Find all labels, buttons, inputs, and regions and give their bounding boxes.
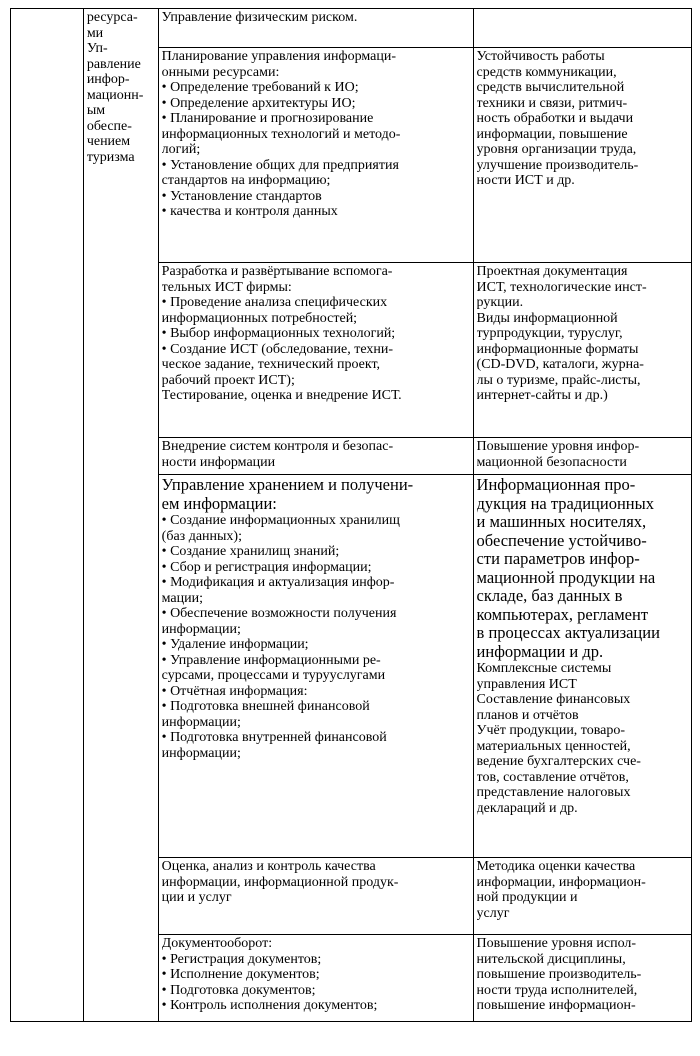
section-label-line: Уп- bbox=[86, 41, 108, 56]
section-label-line: мационн- bbox=[86, 87, 144, 103]
result-line: деклараций и др. bbox=[476, 800, 578, 816]
task-line: • Управление информационными ре- bbox=[161, 652, 381, 668]
result-line: Виды информационной bbox=[476, 310, 618, 326]
task-line: • Модификация и актуализация инфор- bbox=[161, 575, 395, 590]
result-line: услуг bbox=[476, 905, 510, 921]
task-line: сурсами, процессами и турууслугами bbox=[161, 668, 386, 683]
result-line: информации, повышение bbox=[476, 126, 628, 142]
result-heading-line: Информационная про- bbox=[476, 476, 636, 494]
result-line: Повышение уровня инфор- bbox=[476, 439, 640, 454]
task-cell bbox=[158, 935, 473, 1022]
result-heading-line: обеспечение устойчиво- bbox=[476, 531, 647, 550]
task-line: • Регистрация документов; bbox=[161, 951, 322, 967]
section-label-line: равление bbox=[86, 56, 141, 72]
task-line: Документооборот: bbox=[161, 936, 273, 951]
result-line: средств коммуникации, bbox=[476, 64, 617, 80]
result-line: рукции. bbox=[476, 295, 524, 310]
task-line: ции и услуг bbox=[161, 890, 232, 905]
section-label-line: обеспе- bbox=[86, 118, 132, 134]
result-cell bbox=[473, 858, 691, 935]
result-line: ИСТ, технологические инст- bbox=[476, 279, 647, 295]
result-line: ведение бухгалтерских сче- bbox=[476, 754, 641, 769]
result-line: турпродукции, туруслуг, bbox=[476, 326, 623, 341]
result-line: Повышение уровня испол- bbox=[476, 936, 637, 951]
result-line: ности труда исполнителей, bbox=[476, 982, 638, 998]
result-line: Проектная документация bbox=[476, 264, 628, 279]
task-line: • Подготовка внутренней финансовой bbox=[161, 730, 387, 745]
task-line: • Создание хранилищ знаний; bbox=[161, 544, 340, 559]
result-line: (CD-DVD, каталоги, журна- bbox=[476, 357, 644, 372]
result-line: Методика оценки качества bbox=[476, 859, 636, 874]
task-line: • Исполнение документов; bbox=[161, 967, 320, 982]
result-line: Учёт продукции, товаро- bbox=[476, 723, 626, 738]
task-line: информации; bbox=[161, 745, 241, 761]
result-heading-line: сти параметров инфор- bbox=[476, 550, 640, 568]
section-label-line: чением bbox=[86, 134, 131, 149]
result-heading-line: и машинных носителях, bbox=[476, 513, 647, 531]
task-line: Тестирование, оценка и внедрение ИСТ. bbox=[161, 388, 402, 403]
result-cell bbox=[473, 48, 691, 263]
task-line: • Обеспечение возможности получения bbox=[161, 606, 397, 621]
result-heading-line: компьютерах, регламент bbox=[476, 605, 649, 624]
task-line: информационных технологий и методо- bbox=[161, 126, 401, 142]
task-line: • Удаление информации; bbox=[161, 637, 309, 652]
result-line: Составление финансовых bbox=[476, 692, 631, 707]
result-line: ность обработки и выдачи bbox=[476, 111, 634, 126]
task-line: • Проведение анализа специфических bbox=[161, 295, 388, 310]
task-line: • Отчётная информация: bbox=[161, 683, 308, 699]
result-line: повышение информацион- bbox=[476, 998, 636, 1013]
result-line: повышение производитель- bbox=[476, 967, 642, 982]
task-line: Внедрение систем контроля и безопас- bbox=[161, 439, 394, 454]
result-line: интернет-сайты и др.) bbox=[476, 388, 608, 403]
result-heading-line: мационной продукции на bbox=[476, 568, 656, 587]
task-line: • Определение требований к ИО; bbox=[161, 80, 359, 95]
result-cell bbox=[473, 9, 691, 48]
task-line: логий; bbox=[161, 142, 201, 157]
task-line: рабочий проект ИСТ); bbox=[161, 372, 295, 388]
section-label-line: туризма bbox=[86, 149, 135, 165]
task-line: информации, информационной продук- bbox=[161, 874, 399, 890]
section-label-line: ым bbox=[86, 103, 106, 118]
result-line: управления ИСТ bbox=[476, 676, 577, 692]
task-line: мации; bbox=[161, 590, 204, 606]
task-line: • Сбор и регистрация информации; bbox=[161, 559, 372, 575]
result-line: мационной безопасности bbox=[476, 454, 627, 470]
result-line: информации, информацион- bbox=[476, 874, 646, 890]
result-cell bbox=[473, 935, 691, 1022]
task-cell bbox=[158, 263, 473, 438]
result-line: информационные форматы bbox=[476, 341, 639, 357]
result-line: материальных ценностей, bbox=[476, 738, 631, 754]
result-line: Устойчивость работы bbox=[476, 49, 605, 64]
result-heading-line: в процессах актуализации bbox=[476, 624, 660, 642]
task-cell bbox=[158, 858, 473, 935]
task-line: стандартов на информацию; bbox=[161, 173, 331, 188]
result-heading-line: складе, баз данных в bbox=[476, 587, 623, 605]
task-line: • Подготовка внешней финансовой bbox=[161, 699, 370, 714]
result-heading-line: информации и др. bbox=[476, 642, 604, 661]
content-table bbox=[10, 8, 692, 1022]
task-line: Планирование управления информаци- bbox=[161, 49, 397, 64]
task-line: ческое задание, технический проект, bbox=[161, 357, 381, 372]
result-line: средств вычислительной bbox=[476, 80, 625, 95]
task-line: • Создание ИСТ (обследование, техни- bbox=[161, 341, 393, 357]
result-line: техники и связи, ритмич- bbox=[476, 95, 628, 111]
task-line: Оценка, анализ и контроль качества bbox=[161, 859, 376, 874]
task-line: информационных потребностей; bbox=[161, 310, 358, 326]
task-line: • Выбор информационных технологий; bbox=[161, 326, 396, 341]
result-line: ности ИСТ и др. bbox=[476, 173, 575, 188]
result-line: представление налоговых bbox=[476, 785, 631, 800]
task-line: • качества и контроля данных bbox=[161, 204, 338, 219]
task-line: онными ресурсами: bbox=[161, 64, 280, 80]
task-cell bbox=[158, 475, 473, 858]
result-cell bbox=[473, 475, 691, 858]
section-label-cell bbox=[83, 9, 158, 1022]
task-cell bbox=[158, 48, 473, 263]
task-line: информации; bbox=[161, 714, 241, 730]
result-line: ной продукции и bbox=[476, 890, 578, 905]
task-heading-line: ем информации: bbox=[161, 494, 277, 513]
task-cell bbox=[158, 9, 473, 48]
result-line: нительской дисциплины, bbox=[476, 951, 626, 967]
table-row bbox=[11, 9, 692, 48]
task-line: тельных ИСТ фирмы: bbox=[161, 279, 292, 295]
task-line: информации; bbox=[161, 621, 241, 637]
result-cell bbox=[473, 263, 691, 438]
left-blank-column bbox=[11, 9, 84, 1022]
result-line: уровня организации труда, bbox=[476, 142, 637, 157]
result-cell bbox=[473, 438, 691, 475]
task-line: • Установление общих для предприятия bbox=[161, 157, 399, 173]
task-line: • Создание информационных хранилищ bbox=[161, 513, 400, 528]
task-line: ности информации bbox=[161, 454, 276, 470]
task-line: • Установление стандартов bbox=[161, 188, 322, 204]
task-line: • Определение архитектуры ИО; bbox=[161, 95, 356, 111]
result-line: планов и отчётов bbox=[476, 707, 579, 723]
result-line: лы о туризме, прайс-листы, bbox=[476, 372, 641, 388]
section-label-line: инфор- bbox=[86, 72, 130, 87]
section-label-line: ми bbox=[86, 25, 104, 41]
task-line: • Планирование и прогнозирование bbox=[161, 111, 374, 126]
task-line: Управление физическим риском. bbox=[161, 10, 358, 25]
result-line: Комплексные системы bbox=[476, 661, 612, 676]
result-line: улучшение производитель- bbox=[476, 157, 639, 173]
section-label-line: ресурса- bbox=[86, 10, 138, 25]
task-line: (баз данных); bbox=[161, 528, 242, 544]
task-line: • Подготовка документов; bbox=[161, 982, 316, 998]
task-cell bbox=[158, 438, 473, 475]
task-line: Разработка и развёртывание вспомога- bbox=[161, 264, 393, 279]
task-line: • Контроль исполнения документов; bbox=[161, 998, 378, 1013]
result-heading-line: дукция на традиционных bbox=[476, 494, 654, 513]
result-line: тов, составление отчётов, bbox=[476, 769, 629, 785]
task-heading-line: Управление хранением и получени- bbox=[161, 476, 414, 494]
